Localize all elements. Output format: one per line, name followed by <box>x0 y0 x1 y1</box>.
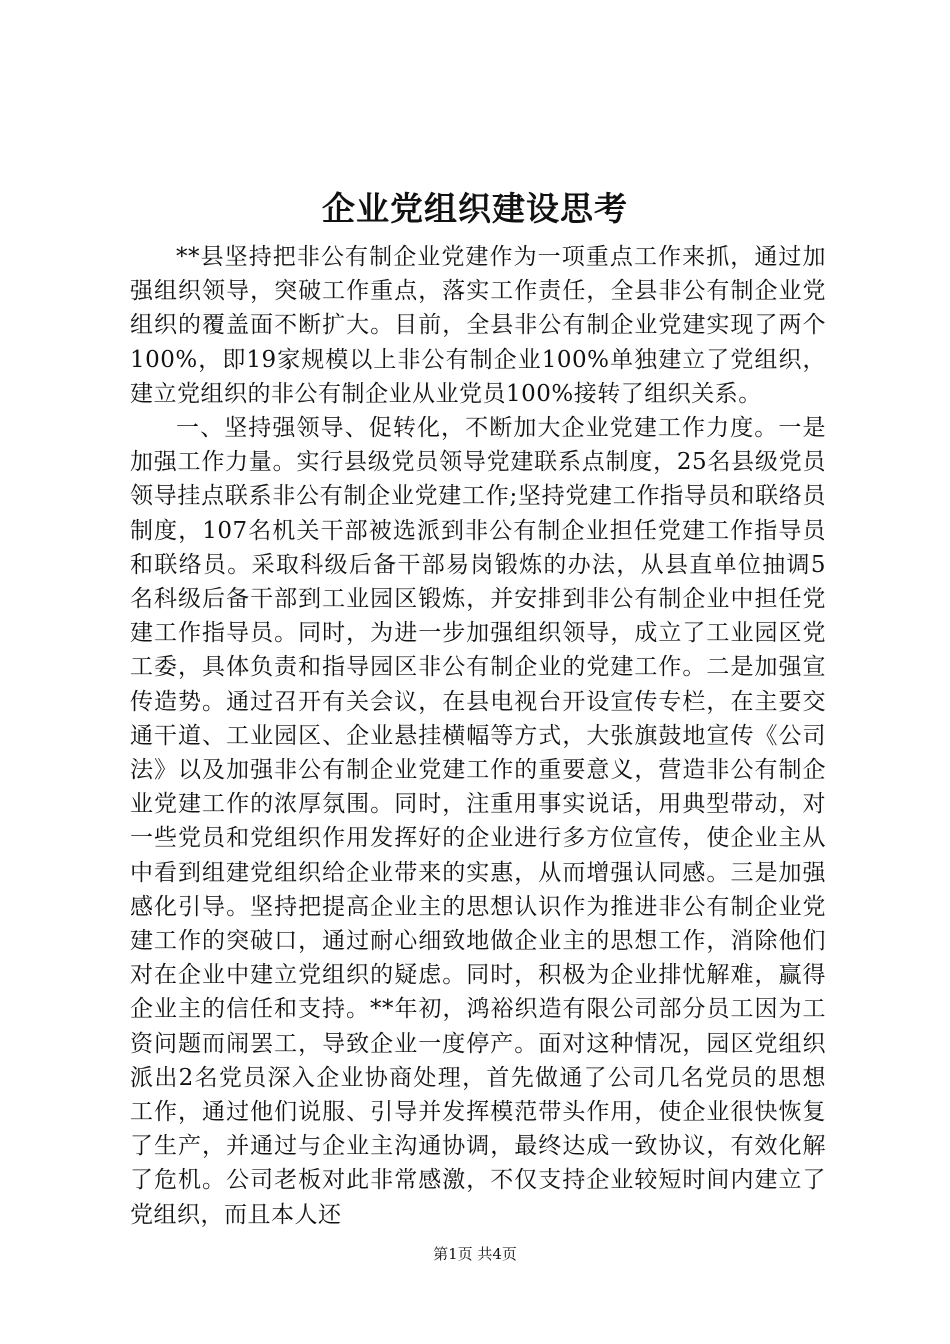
paragraph-section-one: 一、坚持强领导、促转化，不断加大企业党建工作力度。一是加强工作力量。实行县级党员领导党建联系点制度，25名县级党员领导挂点联系非公有制企业党建工作;坚持党建工作指导员和联络员制度，107名机关干部被选派到非公有制企业担任党建工作指导员和联络员。采取科级后备干部易岗锻炼的办法，从县直单位抽调5名科级后备干部到工业园区锻炼，并安排到非公有制企业中担任党建工作指导员。同时，为进一步加强组织领导，成立了工业园区党工委，具体负责和指导园区非公有制企业的党建工作。二是加强宣传造势。通过召开有关会议，在县电视台开设宣传专栏，在主要交通干道、工业园区、企业悬挂横幅等方式，大张旗鼓地宣传《公司法》以及加强非公有制企业党建工作的重要意义，营造非公有制企业党建工作的浓厚氛围。同时，注重用事实说话，用典型带动，对一些党员和党组织作用发挥好的企业进行多方位宣传，使企业主从中看到组建党组织给企业带来的实惠，从而增强认同感。三是加强感化引导。坚持把提高企业主的思想认识作为推进非公有制企业党建工作的突破口，通过耐心细致地做企业主的思想工作，消除他们对在企业中建立党组织的疑虑。同时，积极为企业排忧解难，赢得企业主的信任和支持。**年初，鸿裕织造有限公司部分员工因为工资问题而闹罢工，导致企业一度停产。面对这种情况，园区党组织派出2名党员深入企业协商处理，首先做通了公司几名党员的思想工作，通过他们说服、引导并发挥模范带头作用，使企业很快恢复了生产，并通过与企业主沟通协调，最终达成一致协议，有效化解了危机。公司老板对此非常感激，不仅支持企业较短时间内建立了党组织，而且本人还 <box>130 415 826 1228</box>
document-title: 企业党组织建设思考 <box>322 189 628 228</box>
document-body <box>130 240 826 1232</box>
paragraph-intro: **县坚持把非公有制企业党建作为一项重点工作来抓，通过加强组织领导，突破工作重点，落实工作责任，全县非公有制企业党组织的覆盖面不断扩大。目前，全县非公有制企业党建实现了两个100%，即19家规模以上非公有制企业100%单独建立了党组织，建立党组织的非公有制企业从业党员100%接转了组织关系。 <box>130 244 826 407</box>
page-number-footer: 第1页 共4页 <box>433 1245 517 1263</box>
